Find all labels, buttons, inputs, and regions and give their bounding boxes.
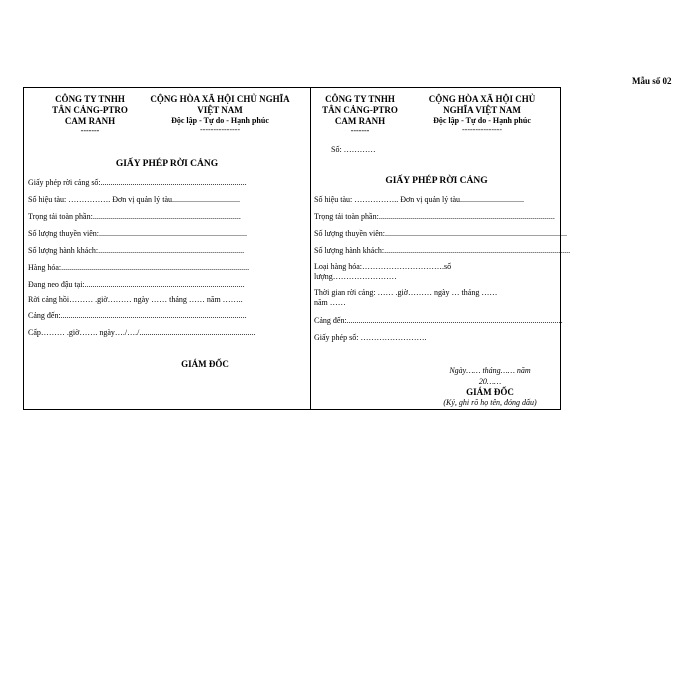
signature-note: (Ký, ghi rõ họ tên, đóng dấu) [443,398,537,407]
permit-form [23,87,571,410]
republic-line: NGHĨA VIỆT NAM [443,105,521,115]
company-line: TÂN CẢNG-PTRO [322,105,398,115]
republic-line: VIỆT NAM [197,105,243,115]
right-field-passengers: Số lượng hành khách:............................................................................................. [314,246,571,255]
right-field-cargo-type: Loại hàng hóa:………………………….số [314,262,452,271]
company-line: CÔNG TY TNHH [325,94,395,104]
motto: Độc lập - Tự do - Hạnh phúc [433,116,531,125]
left-field-tonnage: Trọng tải toàn phần:.......................................................................... [28,212,241,221]
right-field-departure: Thời gian rời cảng: …… .giờ……… ngày … tháng …… [314,288,498,297]
left-field-passengers: Số lượng hành khách:......................................................................... [28,246,245,255]
left-field-ship-id: Số hiệu tàu: ……………. Đơn vị quản lý tàu.................................. [28,195,240,204]
company-separator: ------- [80,126,100,135]
company-line: TÂN CẢNG-PTRO [52,105,128,115]
right-signature-title: GIÁM ĐỐC [466,387,514,397]
left-signature-title: GIÁM ĐỐC [181,359,229,369]
right-field-crew: Số lượng thuyền viên:........................................................................................... [314,229,568,238]
signature-year: 20…… [478,377,502,386]
left-field-crew: Số lượng thuyền viên:.......................................................................... [28,229,248,238]
right-number-field: Số: ………… [331,145,376,154]
panel-divider [310,88,311,409]
company-line: CAM RANH [64,116,116,126]
right-field-cargo-qty: lượng…………………… [314,272,397,281]
signature-date: Ngày…… tháng…… năm [449,366,531,375]
right-field-destination: Cảng đến:............................................................................................................ [314,316,563,325]
right-title: GIẤY PHÉP RỜI CẢNG [385,176,488,186]
left-field-permit-no: Giấy phép rời cảng số:......................................................................... [28,178,247,187]
right-national-header [408,94,556,134]
left-national-header [138,94,302,134]
republic-line: CỘNG HÒA XÃ HỘI CHỦ NGHĨA [150,94,290,104]
left-company-name [32,94,148,135]
right-signature-block [424,365,556,408]
motto-separator: --------------- [462,125,502,134]
left-field-destination: Cảng đến:............................................................................................. [28,311,247,320]
form-number: Mẫu số 02 [632,76,672,86]
left-title: GIẤY PHÉP RỜI CẢNG [115,159,219,169]
company-line: CÔNG TY TNHH [55,94,125,104]
right-company-name [314,94,406,135]
right-field-ship-id: Số hiệu tàu: …………….. Đơn vị quản lý tàu................................ [314,195,524,204]
company-separator: ------- [350,126,370,135]
right-field-tonnage: Trọng tải toàn phần:........................................................................................ [314,212,555,221]
left-field-issued: Cấp……… .giờ……. ngày…./…./.......................................................... [28,328,256,337]
left-field-anchored: Đang neo đậu tại:................................................................................ [28,280,245,289]
motto: Độc lập - Tự do - Hạnh phúc [171,116,269,125]
left-field-departure: Rời cảng hồi……… .giờ……… ngày …… tháng …… năm …….. [28,295,243,304]
right-field-departure-year: năm …… [314,298,346,307]
company-line: CAM RANH [334,116,386,126]
right-field-permit-no: Giấy phép số: ……………………. [314,333,427,342]
left-field-cargo: Hàng hóa:.............................................................................................. [28,263,250,272]
motto-separator: --------------- [200,125,240,134]
republic-line: CỘNG HÒA XÃ HỘI CHỦ [428,94,536,104]
